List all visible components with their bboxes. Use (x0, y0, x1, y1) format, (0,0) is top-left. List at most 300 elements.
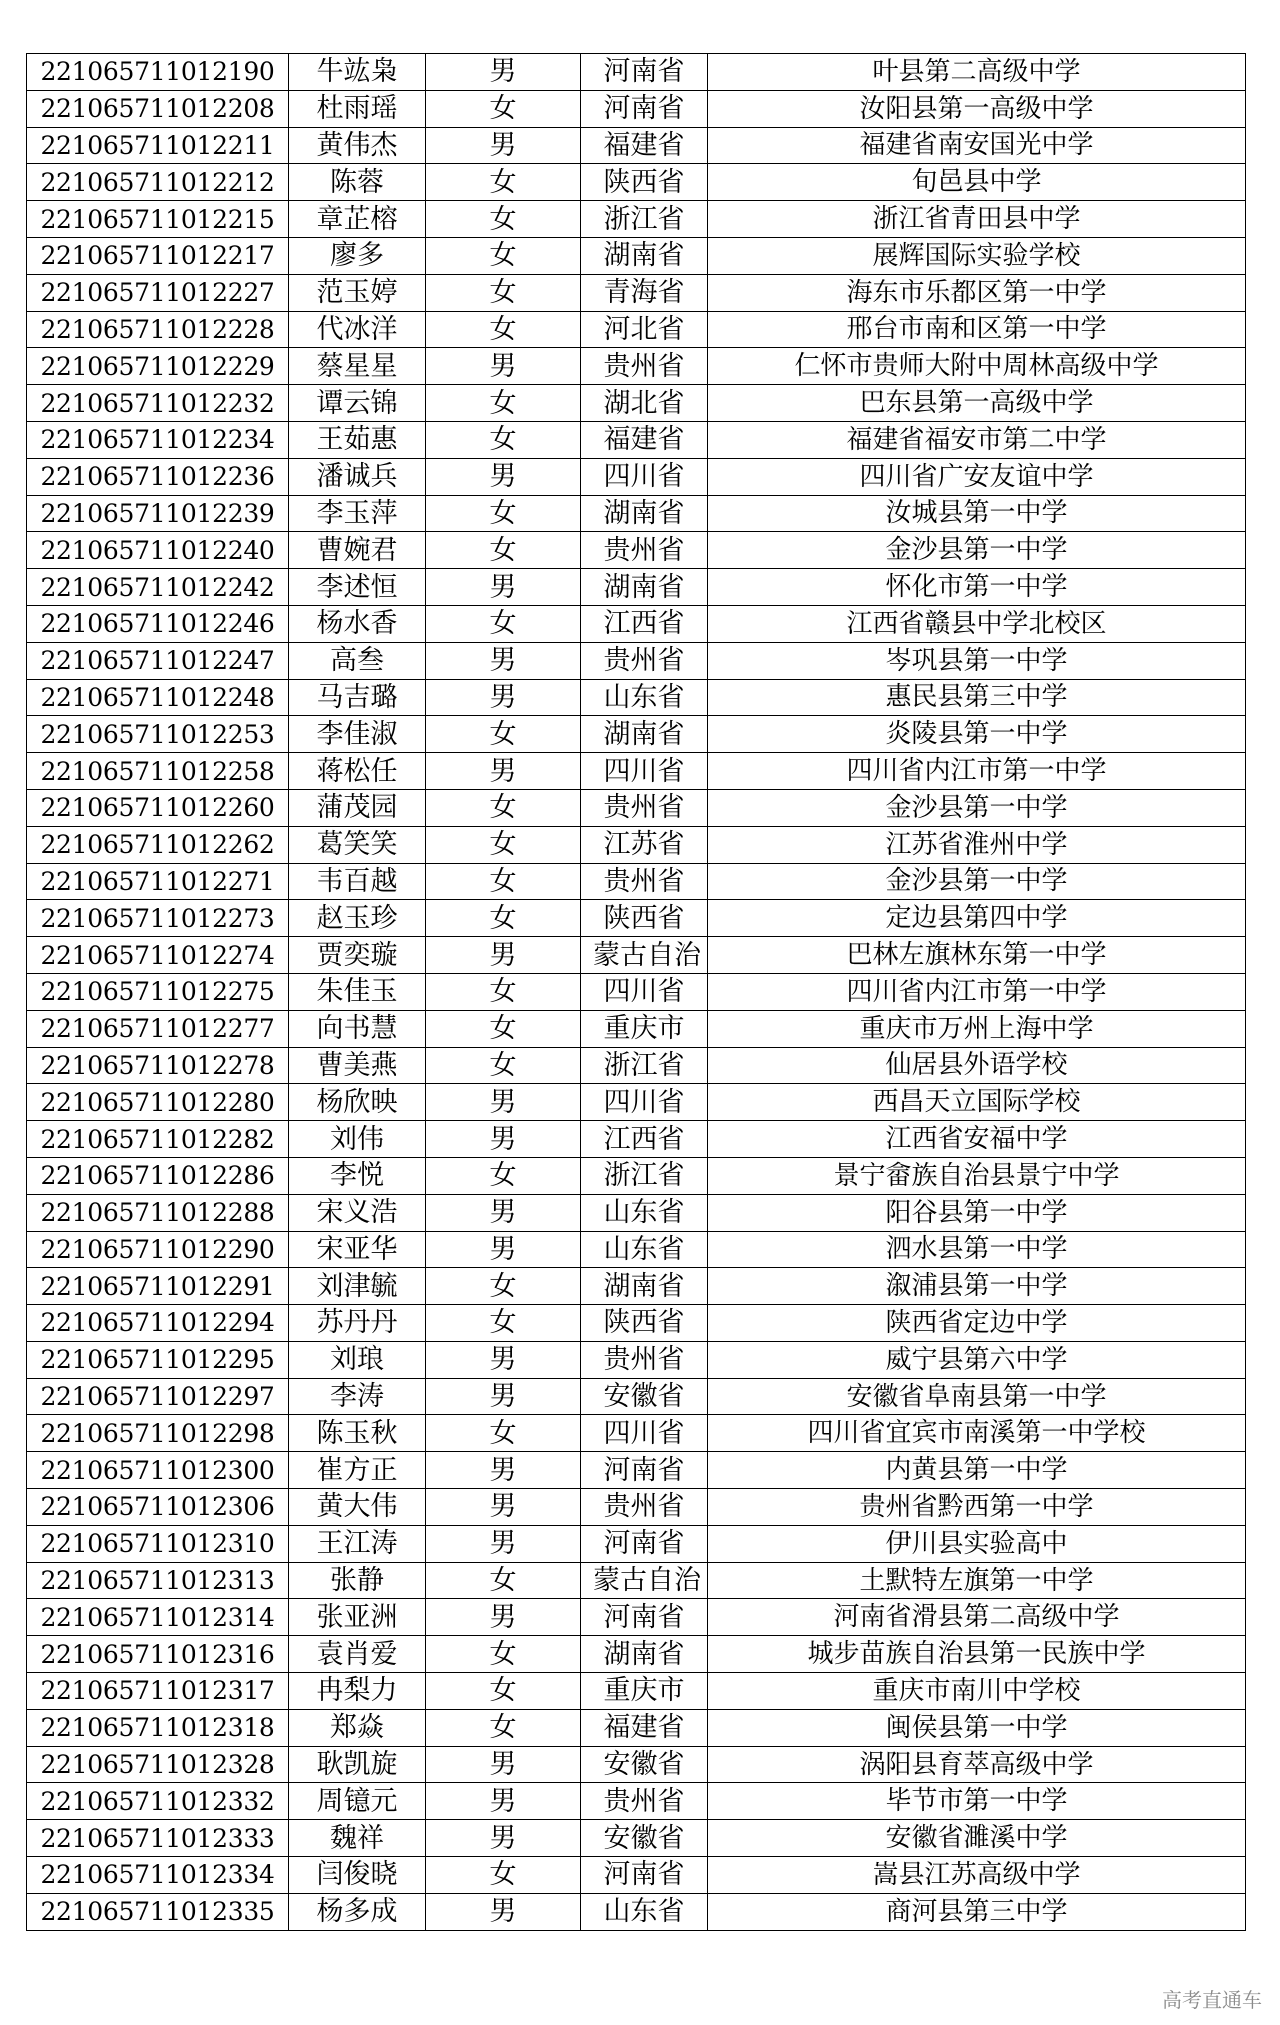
province-cell: 四川省 (581, 973, 708, 1010)
province-cell: 安徽省 (581, 1378, 708, 1415)
table-row (27, 1341, 1246, 1378)
province-cell: 福建省 (581, 127, 708, 164)
table-row (27, 826, 1246, 863)
gender-cell: 女 (426, 605, 581, 642)
school-cell: 巴林左旗林东第一中学 (708, 937, 1246, 974)
student-id-cell: 221065711012277 (27, 1010, 289, 1047)
gender-cell: 女 (426, 1415, 581, 1452)
student-id-cell: 221065711012253 (27, 716, 289, 753)
name-cell: 赵玉珍 (289, 900, 426, 937)
student-id-cell: 221065711012333 (27, 1820, 289, 1857)
gender-cell: 女 (426, 311, 581, 348)
table-row (27, 1673, 1246, 1710)
gender-cell: 女 (426, 274, 581, 311)
student-id-cell: 221065711012190 (27, 54, 289, 91)
province-cell: 贵州省 (581, 863, 708, 900)
student-id-cell: 221065711012294 (27, 1305, 289, 1342)
gender-cell: 男 (426, 458, 581, 495)
province-cell: 河南省 (581, 54, 708, 91)
gender-cell: 男 (426, 1820, 581, 1857)
table-row (27, 1010, 1246, 1047)
table-row (27, 90, 1246, 127)
province-cell: 湖北省 (581, 385, 708, 422)
student-id-cell: 221065711012258 (27, 753, 289, 790)
name-cell: 张亚洲 (289, 1599, 426, 1636)
name-cell: 曹美燕 (289, 1047, 426, 1084)
gender-cell: 男 (426, 1378, 581, 1415)
school-cell: 四川省内江市第一中学 (708, 973, 1246, 1010)
school-cell: 阳谷县第一中学 (708, 1194, 1246, 1231)
name-cell: 李佳淑 (289, 716, 426, 753)
student-id-cell: 221065711012288 (27, 1194, 289, 1231)
table-row (27, 1599, 1246, 1636)
name-cell: 王茹惠 (289, 421, 426, 458)
gender-cell: 男 (426, 642, 581, 679)
table-body (27, 54, 1246, 1931)
province-cell: 河南省 (581, 1857, 708, 1894)
name-cell: 李玉萍 (289, 495, 426, 532)
province-cell: 福建省 (581, 1709, 708, 1746)
name-cell: 王江涛 (289, 1525, 426, 1562)
student-id-cell: 221065711012234 (27, 421, 289, 458)
province-cell: 湖南省 (581, 716, 708, 753)
name-cell: 向书慧 (289, 1010, 426, 1047)
name-cell: 蔡星星 (289, 348, 426, 385)
school-cell: 嵩县江苏高级中学 (708, 1857, 1246, 1894)
table-row (27, 1047, 1246, 1084)
school-cell: 城步苗族自治县第一民族中学 (708, 1636, 1246, 1673)
gender-cell: 女 (426, 1010, 581, 1047)
province-cell: 贵州省 (581, 789, 708, 826)
name-cell: 杨水香 (289, 605, 426, 642)
name-cell: 葛笑笑 (289, 826, 426, 863)
student-id-cell: 221065711012318 (27, 1709, 289, 1746)
table-row (27, 753, 1246, 790)
gender-cell: 女 (426, 532, 581, 569)
table-row (27, 54, 1246, 91)
province-cell: 陕西省 (581, 900, 708, 937)
school-cell: 怀化市第一中学 (708, 569, 1246, 606)
province-cell: 江西省 (581, 605, 708, 642)
gender-cell: 女 (426, 900, 581, 937)
table-row (27, 937, 1246, 974)
name-cell: 苏丹丹 (289, 1305, 426, 1342)
table-row (27, 716, 1246, 753)
student-id-cell: 221065711012246 (27, 605, 289, 642)
name-cell: 潘诚兵 (289, 458, 426, 495)
name-cell: 刘津毓 (289, 1268, 426, 1305)
student-id-cell: 221065711012282 (27, 1121, 289, 1158)
table-row (27, 1231, 1246, 1268)
school-cell: 邢台市南和区第一中学 (708, 311, 1246, 348)
school-cell: 叶县第二高级中学 (708, 54, 1246, 91)
student-id-cell: 221065711012280 (27, 1084, 289, 1121)
student-id-cell: 221065711012239 (27, 495, 289, 532)
gender-cell: 女 (426, 716, 581, 753)
gender-cell: 女 (426, 237, 581, 274)
student-id-cell: 221065711012242 (27, 569, 289, 606)
province-cell: 河南省 (581, 1525, 708, 1562)
name-cell: 陈蓉 (289, 164, 426, 201)
school-cell: 江西省安福中学 (708, 1121, 1246, 1158)
name-cell: 黄伟杰 (289, 127, 426, 164)
gender-cell: 女 (426, 863, 581, 900)
school-cell: 西昌天立国际学校 (708, 1084, 1246, 1121)
school-cell: 安徽省阜南县第一中学 (708, 1378, 1246, 1415)
gender-cell: 男 (426, 1341, 581, 1378)
province-cell: 四川省 (581, 458, 708, 495)
student-id-cell: 221065711012212 (27, 164, 289, 201)
table-row (27, 274, 1246, 311)
gender-cell: 女 (426, 826, 581, 863)
gender-cell: 女 (426, 164, 581, 201)
school-cell: 汝阳县第一高级中学 (708, 90, 1246, 127)
province-cell: 浙江省 (581, 201, 708, 238)
table-row (27, 127, 1246, 164)
table-row (27, 495, 1246, 532)
table-row (27, 237, 1246, 274)
student-id-cell: 221065711012317 (27, 1673, 289, 1710)
student-id-cell: 221065711012291 (27, 1268, 289, 1305)
name-cell: 郑焱 (289, 1709, 426, 1746)
name-cell: 宋义浩 (289, 1194, 426, 1231)
province-cell: 陕西省 (581, 1305, 708, 1342)
province-cell: 贵州省 (581, 348, 708, 385)
table-row (27, 1268, 1246, 1305)
school-cell: 巴东县第一高级中学 (708, 385, 1246, 422)
student-id-cell: 221065711012278 (27, 1047, 289, 1084)
name-cell: 李述恒 (289, 569, 426, 606)
student-id-cell: 221065711012310 (27, 1525, 289, 1562)
school-cell: 安徽省濉溪中学 (708, 1820, 1246, 1857)
school-cell: 泗水县第一中学 (708, 1231, 1246, 1268)
name-cell: 章芷榕 (289, 201, 426, 238)
student-id-cell: 221065711012286 (27, 1157, 289, 1194)
school-cell: 涡阳县育萃高级中学 (708, 1746, 1246, 1783)
admission-list-table (26, 53, 1246, 1931)
table-row (27, 1820, 1246, 1857)
name-cell: 张静 (289, 1562, 426, 1599)
student-id-cell: 221065711012217 (27, 237, 289, 274)
province-cell: 浙江省 (581, 1157, 708, 1194)
name-cell: 廖多 (289, 237, 426, 274)
school-cell: 旬邑县中学 (708, 164, 1246, 201)
gender-cell: 男 (426, 753, 581, 790)
table-row (27, 679, 1246, 716)
province-cell: 河北省 (581, 311, 708, 348)
name-cell: 马吉璐 (289, 679, 426, 716)
name-cell: 蒋松任 (289, 753, 426, 790)
province-cell: 安徽省 (581, 1746, 708, 1783)
table-row (27, 973, 1246, 1010)
table-row (27, 311, 1246, 348)
school-cell: 四川省宜宾市南溪第一中学校 (708, 1415, 1246, 1452)
province-cell: 湖南省 (581, 1268, 708, 1305)
school-cell: 土默特左旗第一中学 (708, 1562, 1246, 1599)
name-cell: 韦百越 (289, 863, 426, 900)
student-id-cell: 221065711012295 (27, 1341, 289, 1378)
gender-cell: 女 (426, 1562, 581, 1599)
school-cell: 展辉国际实验学校 (708, 237, 1246, 274)
gender-cell: 男 (426, 1452, 581, 1489)
gender-cell: 女 (426, 1305, 581, 1342)
school-cell: 仁怀市贵师大附中周林高级中学 (708, 348, 1246, 385)
school-cell: 毕节市第一中学 (708, 1783, 1246, 1820)
gender-cell: 女 (426, 421, 581, 458)
province-cell: 湖南省 (581, 495, 708, 532)
school-cell: 内黄县第一中学 (708, 1452, 1246, 1489)
school-cell: 江苏省淮州中学 (708, 826, 1246, 863)
school-cell: 仙居县外语学校 (708, 1047, 1246, 1084)
gender-cell: 女 (426, 1047, 581, 1084)
province-cell: 山东省 (581, 1194, 708, 1231)
gender-cell: 男 (426, 54, 581, 91)
gender-cell: 男 (426, 1599, 581, 1636)
province-cell: 山东省 (581, 1231, 708, 1268)
school-cell: 炎陵县第一中学 (708, 716, 1246, 753)
school-cell: 惠民县第三中学 (708, 679, 1246, 716)
watermark-text: 高考直通车 (1162, 1988, 1262, 2012)
table-row (27, 1157, 1246, 1194)
gender-cell: 男 (426, 348, 581, 385)
gender-cell: 女 (426, 201, 581, 238)
name-cell: 杨多成 (289, 1893, 426, 1930)
table-row (27, 1562, 1246, 1599)
student-id-cell: 221065711012236 (27, 458, 289, 495)
student-id-cell: 221065711012314 (27, 1599, 289, 1636)
table-row (27, 569, 1246, 606)
province-cell: 四川省 (581, 753, 708, 790)
student-id-cell: 221065711012215 (27, 201, 289, 238)
table-row (27, 1378, 1246, 1415)
school-cell: 岑巩县第一中学 (708, 642, 1246, 679)
table-row (27, 605, 1246, 642)
table-row (27, 458, 1246, 495)
gender-cell: 男 (426, 1231, 581, 1268)
province-cell: 浙江省 (581, 1047, 708, 1084)
student-id-cell: 221065711012247 (27, 642, 289, 679)
school-cell: 重庆市万州上海中学 (708, 1010, 1246, 1047)
school-cell: 浙江省青田县中学 (708, 201, 1246, 238)
province-cell: 湖南省 (581, 569, 708, 606)
name-cell: 陈玉秋 (289, 1415, 426, 1452)
name-cell: 贾奕璇 (289, 937, 426, 974)
province-cell: 蒙古自治 (581, 937, 708, 974)
province-cell: 山东省 (581, 1893, 708, 1930)
province-cell: 蒙古自治 (581, 1562, 708, 1599)
name-cell: 宋亚华 (289, 1231, 426, 1268)
name-cell: 刘伟 (289, 1121, 426, 1158)
student-id-cell: 221065711012262 (27, 826, 289, 863)
name-cell: 朱佳玉 (289, 973, 426, 1010)
province-cell: 重庆市 (581, 1010, 708, 1047)
province-cell: 四川省 (581, 1084, 708, 1121)
gender-cell: 女 (426, 973, 581, 1010)
school-cell: 伊川县实验高中 (708, 1525, 1246, 1562)
gender-cell: 女 (426, 385, 581, 422)
gender-cell: 男 (426, 937, 581, 974)
table-row (27, 1636, 1246, 1673)
name-cell: 黄大伟 (289, 1489, 426, 1526)
student-id-cell: 221065711012227 (27, 274, 289, 311)
gender-cell: 男 (426, 569, 581, 606)
school-cell: 溆浦县第一中学 (708, 1268, 1246, 1305)
student-id-cell: 221065711012316 (27, 1636, 289, 1673)
student-id-cell: 221065711012232 (27, 385, 289, 422)
province-cell: 安徽省 (581, 1820, 708, 1857)
student-id-cell: 221065711012298 (27, 1415, 289, 1452)
name-cell: 谭云锦 (289, 385, 426, 422)
student-id-cell: 221065711012300 (27, 1452, 289, 1489)
name-cell: 冉梨力 (289, 1673, 426, 1710)
table-row (27, 642, 1246, 679)
gender-cell: 女 (426, 495, 581, 532)
school-cell: 河南省滑县第二高级中学 (708, 1599, 1246, 1636)
student-id-cell: 221065711012313 (27, 1562, 289, 1599)
name-cell: 魏祥 (289, 1820, 426, 1857)
province-cell: 江西省 (581, 1121, 708, 1158)
gender-cell: 男 (426, 1489, 581, 1526)
gender-cell: 女 (426, 90, 581, 127)
gender-cell: 女 (426, 1673, 581, 1710)
province-cell: 山东省 (581, 679, 708, 716)
province-cell: 贵州省 (581, 1489, 708, 1526)
school-cell: 四川省广安友谊中学 (708, 458, 1246, 495)
table-row (27, 1452, 1246, 1489)
table-row (27, 863, 1246, 900)
name-cell: 崔方正 (289, 1452, 426, 1489)
province-cell: 河南省 (581, 90, 708, 127)
name-cell: 刘琅 (289, 1341, 426, 1378)
name-cell: 闫俊晓 (289, 1857, 426, 1894)
gender-cell: 女 (426, 1857, 581, 1894)
table-row (27, 1857, 1246, 1894)
table-row (27, 900, 1246, 937)
student-id-cell: 221065711012229 (27, 348, 289, 385)
school-cell: 四川省内江市第一中学 (708, 753, 1246, 790)
table-row (27, 1525, 1246, 1562)
province-cell: 四川省 (581, 1415, 708, 1452)
table-row (27, 532, 1246, 569)
table-row (27, 789, 1246, 826)
school-cell: 贵州省黔西第一中学 (708, 1489, 1246, 1526)
student-id-cell: 221065711012334 (27, 1857, 289, 1894)
table-row (27, 1893, 1246, 1930)
table-row (27, 421, 1246, 458)
gender-cell: 男 (426, 1525, 581, 1562)
school-cell: 定边县第四中学 (708, 900, 1246, 937)
student-id-cell: 221065711012297 (27, 1378, 289, 1415)
table-row (27, 1194, 1246, 1231)
gender-cell: 男 (426, 1121, 581, 1158)
student-id-cell: 221065711012275 (27, 973, 289, 1010)
name-cell: 蒲茂园 (289, 789, 426, 826)
student-id-cell: 221065711012208 (27, 90, 289, 127)
name-cell: 杜雨瑶 (289, 90, 426, 127)
student-id-cell: 221065711012328 (27, 1746, 289, 1783)
school-cell: 金沙县第一中学 (708, 789, 1246, 826)
province-cell: 福建省 (581, 421, 708, 458)
table-row (27, 1783, 1246, 1820)
name-cell: 袁肖爱 (289, 1636, 426, 1673)
gender-cell: 男 (426, 1746, 581, 1783)
school-cell: 商河县第三中学 (708, 1893, 1246, 1930)
name-cell: 杨欣映 (289, 1084, 426, 1121)
province-cell: 贵州省 (581, 1341, 708, 1378)
table-row (27, 385, 1246, 422)
school-cell: 福建省福安市第二中学 (708, 421, 1246, 458)
table-row (27, 348, 1246, 385)
province-cell: 河南省 (581, 1452, 708, 1489)
table-row (27, 1709, 1246, 1746)
name-cell: 代冰洋 (289, 311, 426, 348)
student-id-cell: 221065711012211 (27, 127, 289, 164)
province-cell: 青海省 (581, 274, 708, 311)
gender-cell: 男 (426, 679, 581, 716)
gender-cell: 女 (426, 1636, 581, 1673)
name-cell: 曹婉君 (289, 532, 426, 569)
student-id-cell: 221065711012332 (27, 1783, 289, 1820)
province-cell: 贵州省 (581, 642, 708, 679)
gender-cell: 男 (426, 1893, 581, 1930)
student-id-cell: 221065711012248 (27, 679, 289, 716)
province-cell: 湖南省 (581, 1636, 708, 1673)
student-id-cell: 221065711012260 (27, 789, 289, 826)
table-row (27, 164, 1246, 201)
name-cell: 范玉婷 (289, 274, 426, 311)
school-cell: 汝城县第一中学 (708, 495, 1246, 532)
province-cell: 陕西省 (581, 164, 708, 201)
province-cell: 贵州省 (581, 532, 708, 569)
student-id-cell: 221065711012306 (27, 1489, 289, 1526)
gender-cell: 女 (426, 789, 581, 826)
school-cell: 海东市乐都区第一中学 (708, 274, 1246, 311)
name-cell: 李涛 (289, 1378, 426, 1415)
gender-cell: 男 (426, 1783, 581, 1820)
student-id-cell: 221065711012335 (27, 1893, 289, 1930)
province-cell: 贵州省 (581, 1783, 708, 1820)
student-id-cell: 221065711012273 (27, 900, 289, 937)
table-row (27, 1746, 1246, 1783)
table-row (27, 1121, 1246, 1158)
school-cell: 陕西省定边中学 (708, 1305, 1246, 1342)
student-id-cell: 221065711012271 (27, 863, 289, 900)
province-cell: 湖南省 (581, 237, 708, 274)
student-id-cell: 221065711012290 (27, 1231, 289, 1268)
table-row (27, 1489, 1246, 1526)
school-cell: 金沙县第一中学 (708, 863, 1246, 900)
name-cell: 牛竑枭 (289, 54, 426, 91)
gender-cell: 女 (426, 1157, 581, 1194)
gender-cell: 男 (426, 127, 581, 164)
school-cell: 闽侯县第一中学 (708, 1709, 1246, 1746)
school-cell: 威宁县第六中学 (708, 1341, 1246, 1378)
name-cell: 耿凯旋 (289, 1746, 426, 1783)
province-cell: 江苏省 (581, 826, 708, 863)
table-row (27, 201, 1246, 238)
student-id-cell: 221065711012228 (27, 311, 289, 348)
gender-cell: 女 (426, 1709, 581, 1746)
table-row (27, 1305, 1246, 1342)
name-cell: 高叁 (289, 642, 426, 679)
name-cell: 李悦 (289, 1157, 426, 1194)
school-cell: 江西省赣县中学北校区 (708, 605, 1246, 642)
school-cell: 重庆市南川中学校 (708, 1673, 1246, 1710)
name-cell: 周镱元 (289, 1783, 426, 1820)
province-cell: 重庆市 (581, 1673, 708, 1710)
gender-cell: 男 (426, 1194, 581, 1231)
school-cell: 福建省南安国光中学 (708, 127, 1246, 164)
